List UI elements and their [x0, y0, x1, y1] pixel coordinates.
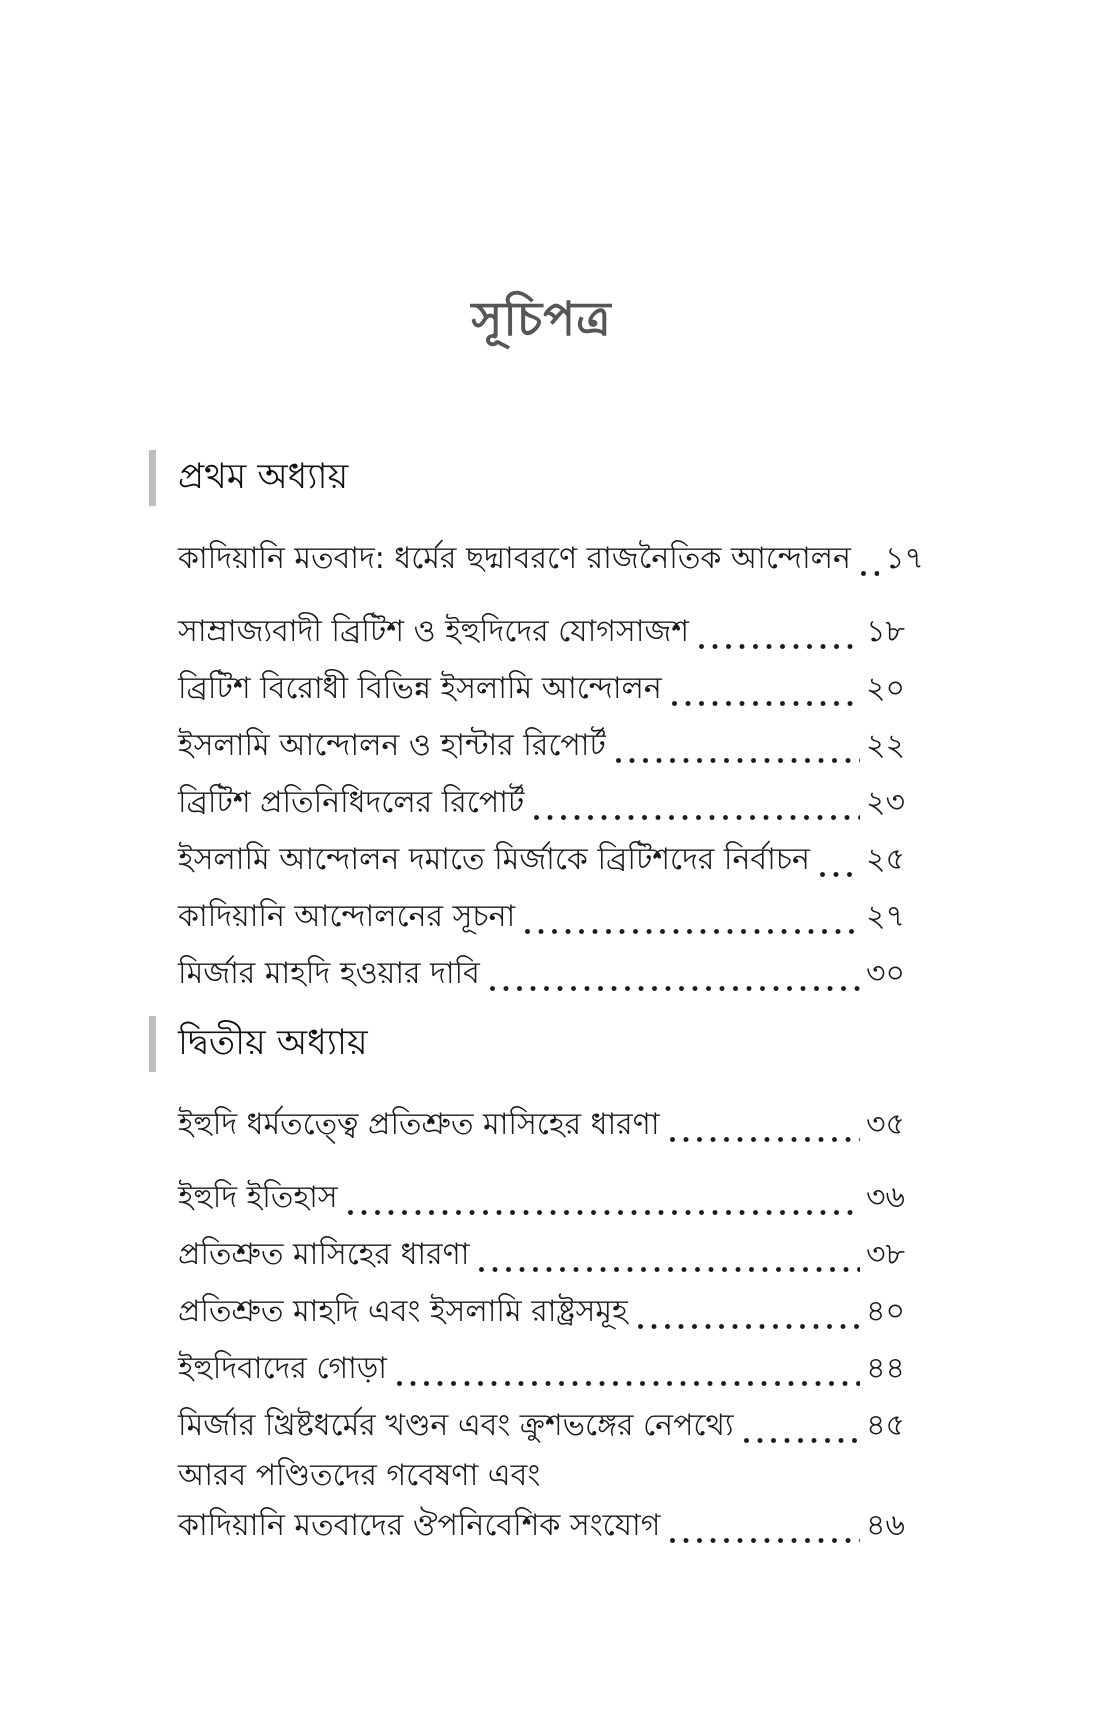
toc-entry-label: কাদিয়ানি আন্দোলনের সূচনা — [178, 899, 516, 934]
toc-entry-page: ৪০ — [866, 1294, 905, 1329]
dot-leader — [699, 644, 860, 649]
toc-entry-row — [178, 601, 905, 658]
toc-entry-label: মির্জার মাহদি হওয়ার দাবি — [178, 956, 480, 991]
toc-entry-page: ৩০ — [865, 956, 905, 991]
toc-entry-page: ২২ — [865, 728, 905, 763]
dot-leader — [638, 1324, 860, 1329]
dot-leader — [479, 1267, 860, 1272]
toc-entry-page: ৪৫ — [866, 1408, 905, 1443]
toc-entry-page: ৪৬ — [866, 1508, 905, 1543]
dot-leader — [670, 1538, 860, 1543]
toc-entry-row — [178, 943, 905, 1000]
toc-entry-row-line2 — [178, 1502, 905, 1552]
toc-entry-label: প্রতিশ্রুত মাহদি এবং ইসলামি রাষ্ট্রসমূহ — [178, 1294, 628, 1329]
toc-entry-label: প্রতিশ্রুত মাসিহের ধারণা — [178, 1237, 470, 1272]
chapter-accent-bar — [149, 450, 156, 506]
toc-entry-page: ৩৫ — [866, 1107, 905, 1142]
toc-entry-row — [178, 829, 905, 886]
toc-entry-label: ইহুদি ইতিহাস — [178, 1180, 338, 1215]
toc-entry-row-line1 — [178, 1452, 905, 1502]
toc-entry-page: ২০ — [865, 671, 905, 706]
chapter-2-heading — [149, 1016, 905, 1072]
dot-leader — [397, 1381, 860, 1386]
toc-entry-label: সাম্রাজ্যবাদী ব্রিটিশ ও ইহুদিদের যোগসাজশ — [178, 614, 690, 649]
toc-entry-page: ২৩ — [865, 785, 905, 820]
toc-entry-label: ব্রিটিশ প্রতিনিধিদলের রিপোর্ট — [178, 785, 525, 820]
toc-entry-label: মির্জার খ্রিষ্টধর্মের খণ্ডন এবং ক্রুশভঙ্গের নেপথ্যে — [178, 1408, 734, 1443]
toc-entry-page: ৩৮ — [866, 1237, 905, 1272]
toc-entry-label: ইহুদিবাদের গোড়া — [178, 1351, 388, 1386]
toc-entry-page: ২৫ — [866, 842, 905, 877]
dot-leader — [744, 1438, 860, 1443]
page-title: সূচিপত্র — [471, 292, 612, 347]
toc-entry-row — [178, 528, 924, 585]
chapter-heading-text: প্রথম অধ্যায় — [178, 456, 349, 497]
dot-leader — [616, 758, 860, 763]
toc-entry-page: ১৭ — [884, 541, 924, 576]
toc-entry-label: ইসলামি আন্দোলন ও হান্টার রিপোর্ট — [178, 728, 606, 763]
toc-entry-row — [178, 772, 905, 829]
toc-entry-label: ইসলামি আন্দোলন দমাতে মির্জাকে ব্রিটিশদের নির্বাচন — [178, 842, 810, 877]
chapter-accent-bar — [149, 1016, 156, 1072]
toc-entry-row — [178, 1224, 905, 1281]
dot-leader — [525, 929, 860, 934]
toc-entry-label: কাদিয়ানি মতবাদ: ধর্মের ছদ্মাবরণে রাজনৈতিক আন্দোলন — [178, 541, 851, 576]
dot-leader — [820, 872, 860, 877]
chapter-2-section — [178, 1016, 905, 1552]
dot-leader — [534, 815, 860, 820]
dot-leader — [672, 701, 860, 706]
toc-entry-page: ৪৪ — [866, 1351, 905, 1386]
toc-entry-label: কাদিয়ানি মতবাদের ঔপনিবেশিক সংযোগ — [178, 1508, 661, 1543]
toc-entry-row — [178, 1167, 905, 1224]
dot-leader — [670, 1137, 861, 1142]
dot-leader — [490, 986, 860, 991]
toc-entry-label: ইহুদি ধর্মতত্ত্বে প্রতিশ্রুত মাসিহের ধারণা — [178, 1107, 660, 1142]
toc-entry-page: ৩৬ — [865, 1180, 905, 1215]
toc-entry-page: ১৮ — [866, 614, 905, 649]
toc-entry-row — [178, 886, 905, 943]
toc-entry-row — [178, 715, 905, 772]
chapter-1-section — [178, 450, 924, 1000]
toc-entry-row — [178, 658, 905, 715]
toc-entry-row — [178, 1281, 905, 1338]
toc-entry-row — [178, 1094, 905, 1151]
dot-leader — [861, 571, 879, 576]
chapter-1-heading — [149, 450, 905, 506]
toc-entry-row — [178, 1338, 905, 1395]
toc-entry-label: ব্রিটিশ বিরোধী বিভিন্ন ইসলামি আন্দোলন — [178, 671, 662, 706]
dot-leader — [348, 1210, 860, 1215]
toc-entry-page: ২৭ — [865, 899, 905, 934]
toc-entry-label: আরব পণ্ডিতদের গবেষণা এবং — [178, 1458, 541, 1493]
chapter-heading-text: দ্বিতীয় অধ্যায় — [178, 1022, 368, 1063]
toc-entry-row — [178, 1395, 905, 1452]
